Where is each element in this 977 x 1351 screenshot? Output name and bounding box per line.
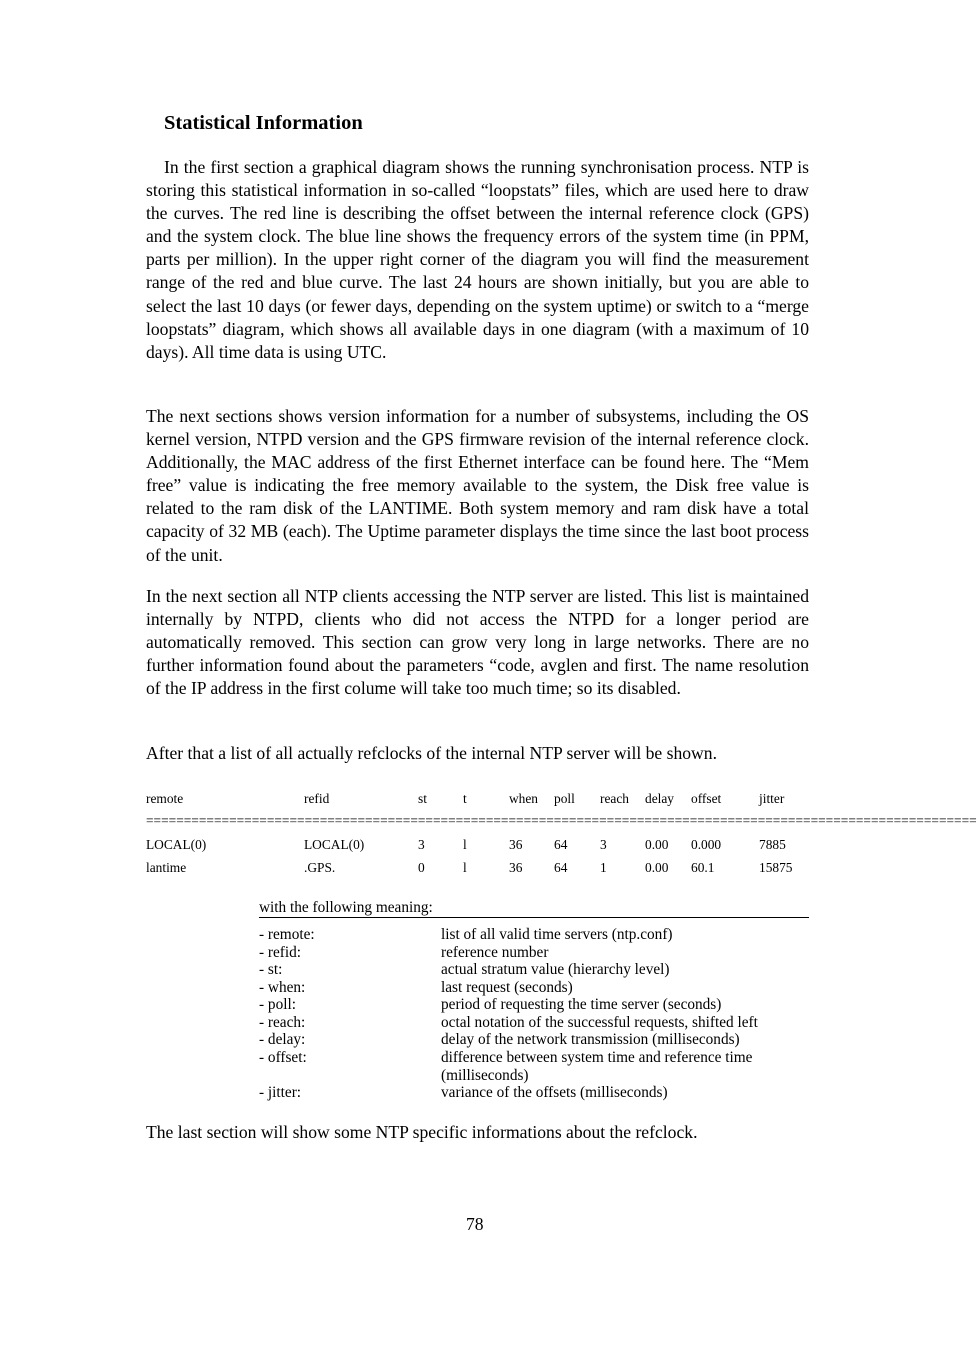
page-number: 78 — [466, 1214, 484, 1234]
row1-reach: 3 — [600, 837, 607, 852]
meaning-term-delay: - delay: — [259, 1031, 306, 1048]
row2-t: l — [463, 860, 467, 875]
meaning-divider — [259, 917, 809, 918]
meaning-term-reach: - reach: — [259, 1014, 306, 1031]
meaning-term-refid: - refid: — [259, 944, 302, 961]
row1-t: l — [463, 837, 467, 852]
meaning-desc-remote: list of all valid time servers (ntp.conf) — [441, 926, 673, 943]
header-jitter: jitter — [759, 791, 785, 806]
row2-st: 0 — [418, 860, 425, 875]
paragraph-refclocks-intro: After that a list of all actually refclocks of the internal NTP server will be shown. — [146, 743, 717, 763]
paragraph-version-info: The next sections shows version information for a number of subsystems, including the OS kernel version, NTPD version and the GPS firmware revision of the internal reference clock. Additionally, the MAC address of the first Ethernet interface can be found here. The “Mem free” value is indicating the free memory available to the system, the Disk free value is related to the ram disk of the LANTIME. Both system memory and ram disk have a total capacity of 32 MB (each). The Uptime parameter displays the time since the last boot process of the unit. — [146, 406, 809, 565]
paragraph-diagram: In the first section a graphical diagram shows the running synchronisation process. NTP is storing this statistical information in so-called “loopstats” files, which are used here to draw the curves. The red line is describing the offset between the internal reference clock (GPS) and the system clock. The blue line shows the frequency errors of the system time (in PPM, parts per million). In the upper right corner of the diagram you will find the measurement range of the red and blue curve. The last 24 hours are shown initially, but you are able to select the last 10 days (or fewer days, depending on the system uptime) or switch to a “merge loopstats” diagram, which shows all available days in one diagram (with a maximum of 10 days). All time data is using UTC. — [146, 157, 809, 362]
row2-remote: lantime — [146, 860, 187, 875]
row1-remote: LOCAL(0) — [146, 837, 207, 852]
header-poll: poll — [554, 791, 575, 806]
meaning-term-remote: - remote: — [259, 926, 315, 943]
paragraph-ntp-clients: In the next section all NTP clients accessing the NTP server are listed. This list is maintained internally by NTPD, clients who did not access the NTPD for a longer period are automatically removed. This section can grow very long in large networks. There are no further information found about the parameters “code, avglen and first. The name resolution of the IP address in the first colume will take too much time; so its disabled. — [146, 586, 809, 699]
header-when: when — [509, 791, 539, 806]
meaning-term-offset: - offset: — [259, 1049, 307, 1066]
meaning-term-st: - st: — [259, 961, 283, 978]
meaning-desc-st: actual stratum value (hierarchy level) — [441, 961, 670, 978]
paragraph-closing: The last section will show some NTP specific informations about the refclock. — [146, 1122, 698, 1142]
meaning-desc-reach: octal notation of the successful requests, shifted left — [441, 1014, 758, 1031]
meaning-term-when: - when: — [259, 979, 306, 996]
row2-refid: .GPS. — [304, 860, 336, 875]
row1-refid: LOCAL(0) — [304, 837, 365, 852]
table-separator: ============================================================================================================== — [146, 813, 977, 828]
header-remote: remote — [146, 791, 184, 806]
row1-jitter: 7885 — [759, 837, 786, 852]
row2-offset: 60.1 — [691, 860, 715, 875]
row2-delay: 0.00 — [645, 860, 669, 875]
meaning-desc-delay: delay of the network transmission (milliseconds) — [441, 1031, 740, 1048]
meaning-desc-poll: period of requesting the time server (seconds) — [441, 996, 722, 1013]
row2-reach: 1 — [600, 860, 607, 875]
row2-jitter: 15875 — [759, 860, 793, 875]
meaning-term-poll: - poll: — [259, 996, 296, 1013]
row1-poll: 64 — [554, 837, 568, 852]
row2-poll: 64 — [554, 860, 568, 875]
header-t: t — [463, 791, 467, 806]
header-offset: offset — [691, 791, 722, 806]
meaning-desc-refid: reference number — [441, 944, 549, 961]
meaning-title: with the following meaning: — [259, 899, 433, 916]
meaning-desc-offset: difference between system time and reference time (milliseconds) — [441, 1049, 753, 1084]
header-refid: refid — [304, 791, 330, 806]
row1-when: 36 — [509, 837, 523, 852]
meaning-desc-when: last request (seconds) — [441, 979, 573, 996]
row1-delay: 0.00 — [645, 837, 669, 852]
meaning-desc-jitter: variance of the offsets (milliseconds) — [441, 1084, 668, 1101]
header-reach: reach — [600, 791, 629, 806]
row2-when: 36 — [509, 860, 523, 875]
header-st: st — [418, 791, 427, 806]
header-delay: delay — [645, 791, 674, 806]
meaning-term-jitter: - jitter: — [259, 1084, 302, 1101]
row1-offset: 0.000 — [691, 837, 722, 852]
section-heading: Statistical Information — [164, 112, 363, 134]
row1-st: 3 — [418, 837, 425, 852]
